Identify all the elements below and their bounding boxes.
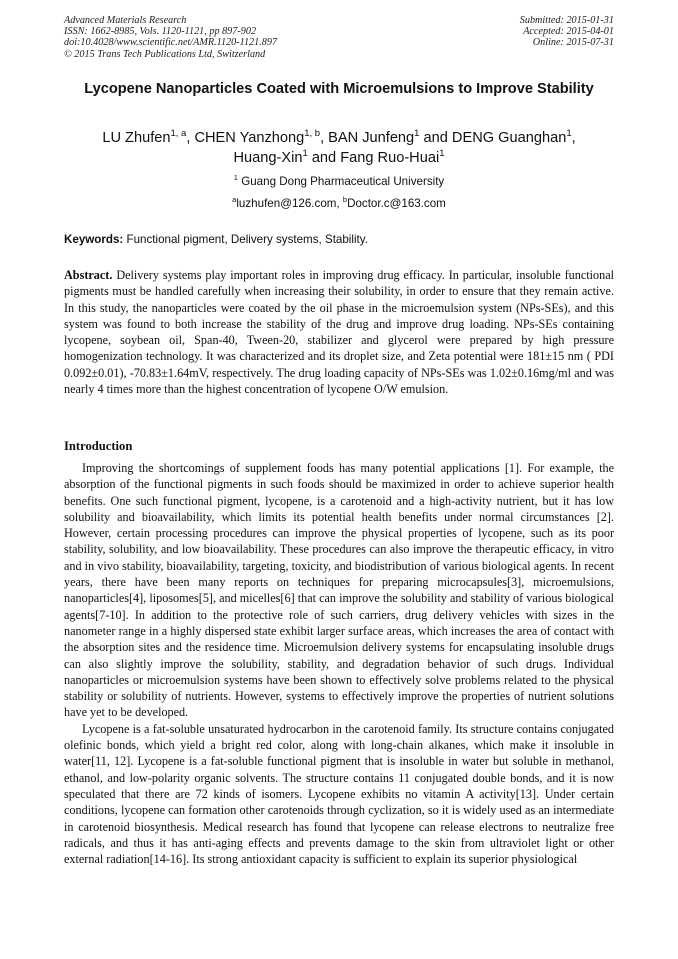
author-affiliation-mark: 1, b <box>304 128 321 140</box>
date-submitted: Submitted: 2015-01-31 <box>519 15 614 26</box>
author-affiliation-mark: 1 <box>566 128 572 140</box>
email-mark-a: a <box>232 195 237 205</box>
author-separator: , <box>320 130 329 146</box>
paragraph: Lycopene is a fat-soluble unsaturated hydrocarbon in the carotenoid family. Its structure contains conjugated olefinic bonds, which yield a bright red color, along with long-chain alkanes, which make it insoluble in water[11, 12]. Lycopene is a fat-soluble functional pigment that is insoluble in water but soluble in methanol, ethanol, and low-polarity organic solvents. The structure contains 11 conjugated double bonds, and it is now speculated that there are 72 kinds of isomers. Lycopene exhibits no vitamin A activity[13]. Under certain conditions, lycopene can formation other carotenoids through cyclization, so it is widely used as an intermediate in carotenoid biosynthesis. Medical research has found that lycopene can release electrons to neutralize free radicals, and thus it has anti-aging effects and prevents damage to the skin from ultraviolet light or other external radiation[14-16]. Its strong antioxidant capacity is sufficient to explain its superior physiological <box>64 721 614 867</box>
author-list <box>64 128 614 168</box>
affiliation <box>64 174 614 190</box>
author-name: DENG Guanghan <box>451 130 567 146</box>
keywords <box>64 232 614 248</box>
author-name: Fang Ruo-Huai <box>340 150 440 166</box>
abstract-label: Abstract. <box>64 268 113 282</box>
abstract-text: Delivery systems play important roles in improving drug efficacy. In particular, insoluble functional pigments must be handled carefully when increasing their solubility, in order to ensure that they remain active. In this study, the nanoparticles were coated by the oil phase in the microemulsion system (NPs-SEs), and this system was found to both increase the stability of the drug and improve drug loading. NPs-SEs containing lycopene, soybean oil, Span-40, Tween-20, stabilizer and glycerol were prepared by high pressure homogenization technology. It was characterized and its droplet size, and Zeta potential were 181±15 nm ( PDI 0.092±0.01), -70.83±1.64mV, respectively. The drug loading capacity of NPs-SEs was 1.02±0.16mg/ml and was nearly 4 times more than the highest concentration of lycopene O/W emulsion. <box>64 268 614 397</box>
author-affiliation-mark: 1 <box>302 148 308 160</box>
author-name: LU Zhufen <box>102 130 171 146</box>
author-affiliation-mark: 1 <box>439 148 445 160</box>
author-affiliation-mark: 1, a <box>170 128 187 140</box>
journal-issn: ISSN: 1662-8985, Vols. 1120-1121, pp 897-902 <box>64 26 257 38</box>
affiliation-text: Guang Dong Pharmaceutical University <box>241 175 445 188</box>
affiliation-mark: 1 <box>233 173 238 183</box>
date-online: Online: 2015-07-31 <box>532 37 614 49</box>
email-a[interactable]: luzhufen@126.com, <box>236 197 343 210</box>
abstract <box>64 267 614 397</box>
author-name: Huang-Xin <box>233 150 303 166</box>
journal-copyright: © 2015 Trans Tech Publications Ltd, Switzerland <box>64 48 266 60</box>
section-heading-introduction: Introduction <box>64 439 133 453</box>
author-separator: and <box>307 150 341 166</box>
journal-doi: doi:10.4028/www.scientific.net/AMR.1120-1121.897 <box>64 37 278 49</box>
email-mark-b: b <box>342 195 348 205</box>
author-separator: , <box>571 130 576 146</box>
introduction-body <box>64 460 614 867</box>
publication-dates <box>520 15 614 49</box>
author-separator: and <box>419 130 452 146</box>
author-separator: , <box>186 130 195 146</box>
keywords-label: Keywords: <box>64 233 124 246</box>
author-name: CHEN Yanzhong <box>194 130 305 146</box>
paragraph: Improving the shortcomings of supplement foods has many potential applications [1]. For example, the absorption of the functional pigments in such foods should be maximized in order to achieve superior health benefits. One such functional pigment, lycopene, is a carotenoid and a high-activity nutrient, but it has low solubility and bioavailability, which limits its potential health benefits under normal circumstances [2]. However, certain processing procedures can improve the physical properties of lycopene, such as its poor stability, solubility, and low bioavailability. These procedures can also improve the therapeutic efficacy, in vitro and in vivo stability, bioavailability, targeting, toxicity, and biodistribution of various biological agents. In recent years, there have been many reports on techniques for preparing microcapsules[3], microemulsions, nanoparticles[4], liposomes[5], and micelles[6] that can improve the solubility and stability of various biological agents[7-10]. In addition to the protective role of such carriers, drug delivery vehicles with sizes in the nanometer range in a highly dispersed state exhibit larger surface areas, which increases the area of contact with the absorption sites and the residence time. Microemulsion delivery systems for encapsulating insoluble drugs can also slightly improve the solubility, stability, and degradation behavior of such drugs. Individual nanoparticles or microemulsion systems have been shown to effectively solve problems related to the physical stability or solubility of nutrients. However, systems to effectively improve the properties of nutrient solutions have yet to be developed. <box>64 461 614 720</box>
keywords-text: Functional pigment, Delivery systems, Stability. <box>123 233 368 246</box>
email-b[interactable]: Doctor.c@163.com <box>347 197 446 210</box>
journal-info <box>64 15 277 60</box>
author-name: BAN Junfeng <box>328 130 415 146</box>
paper-title: Lycopene Nanoparticles Coated with Microemulsions to Improve Stability <box>84 81 594 97</box>
author-affiliation-mark: 1 <box>414 128 420 140</box>
journal-name: Advanced Materials Research <box>64 15 187 26</box>
author-emails <box>64 196 614 212</box>
date-accepted: Accepted: 2015-04-01 <box>523 26 614 38</box>
